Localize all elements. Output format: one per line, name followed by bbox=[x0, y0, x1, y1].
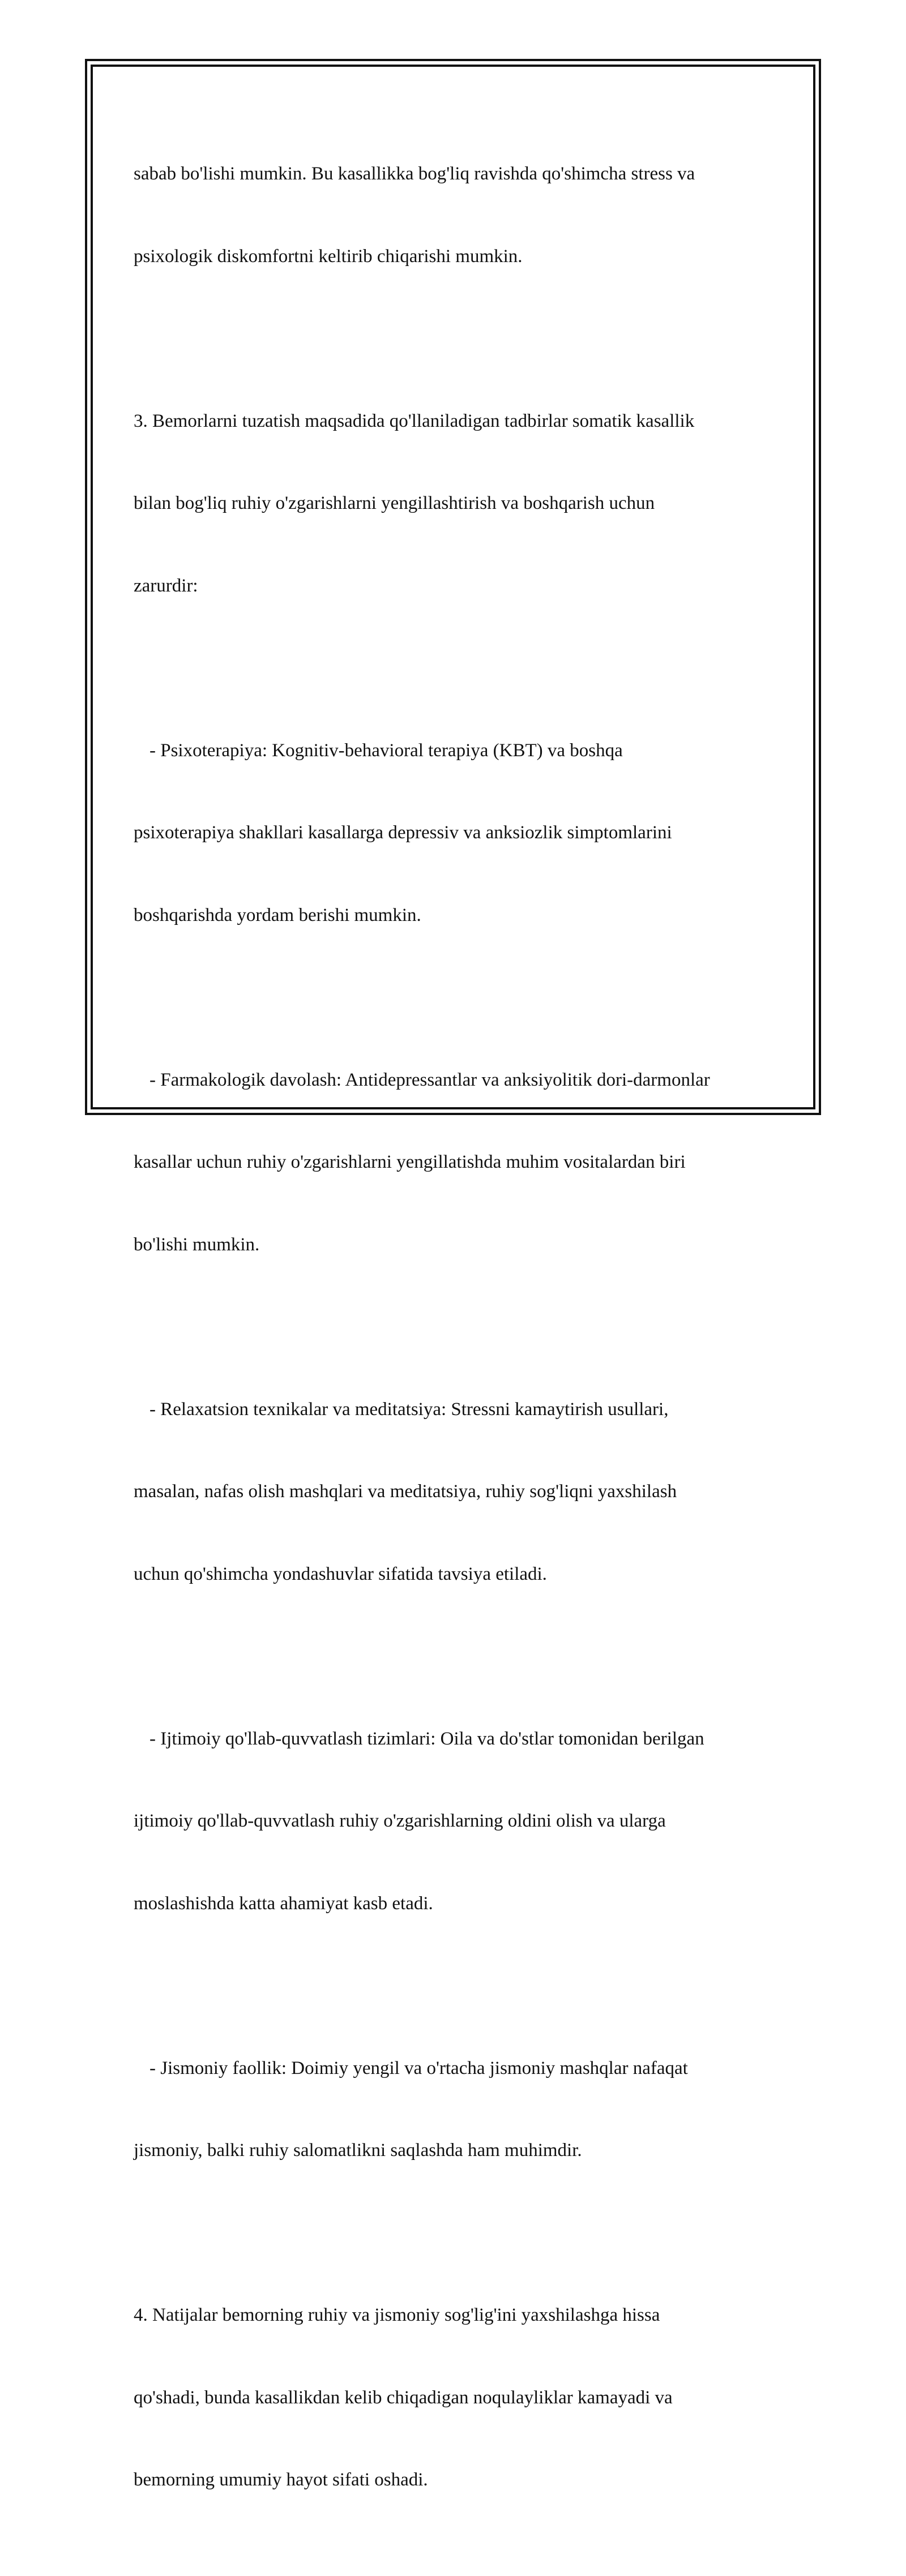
document-body bbox=[134, 105, 779, 2576]
text-line: jismoniy, balki ruhiy salomatlikni saqlashda ham muhimdir. bbox=[134, 2140, 582, 2161]
text-line: 4. Natijalar bemorning ruhiy va jismoniy sog'lig'ini yaxshilashga hissa bbox=[134, 2305, 660, 2325]
paragraph-point-3 bbox=[134, 353, 779, 655]
text-line: psixologik diskomfortni keltirib chiqarishi mumkin. bbox=[134, 246, 523, 267]
text-line: - Farmakologik davolash: Antidepressantlar va anksiyolitik dori-darmonlar bbox=[149, 1069, 710, 1090]
paragraph-intro-continuation bbox=[134, 105, 779, 325]
paragraph-point-4 bbox=[134, 2247, 779, 2549]
text-line: bemorning umumiy hayot sifati oshadi. bbox=[134, 2470, 428, 2490]
text-line: moslashishda katta ahamiyat kasb etadi. bbox=[134, 1893, 433, 1914]
text-line: bo'lishi mumkin. bbox=[134, 1234, 260, 1255]
text-line: kasallar uchun ruhiy o'zgarishlarni yengillatishda muhim vositalardan biri bbox=[134, 1152, 686, 1172]
text-line: - Ijtimoiy qo'llab-quvvatlash tizimlari: Oila va do'stlar tomonidan berilgan bbox=[149, 1728, 704, 1749]
text-line: bilan bog'liq ruhiy o'zgarishlarni yengillashtirish va boshqarish uchun bbox=[134, 493, 655, 513]
paragraph-psixoterapiya bbox=[134, 682, 779, 984]
text-line: zarurdir: bbox=[134, 575, 198, 596]
text-line: qo'shadi, bunda kasallikdan kelib chiqadigan noqulayliklar kamayadi va bbox=[134, 2387, 673, 2408]
text-line: ijtimoiy qo'llab-quvvatlash ruhiy o'zgarishlarning oldini olish va ularga bbox=[134, 1811, 666, 1831]
text-line: sabab bo'lishi mumkin. Bu kasallikka bog'liq ravishda qo'shimcha stress va bbox=[134, 164, 695, 184]
paragraph-farmakologik bbox=[134, 1011, 779, 1314]
text-line: - Psixoterapiya: Kognitiv-behavioral terapiya (KBT) va boshqa bbox=[149, 740, 623, 761]
text-line: 3. Bemorlarni tuzatish maqsadida qo'llaniladigan tadbirlar somatik kasallik bbox=[134, 410, 695, 431]
text-line: masalan, nafas olish mashqlari va meditatsiya, ruhiy sog'liqni yaxshilash bbox=[134, 1481, 677, 1502]
text-line: psixoterapiya shakllari kasallarga depressiv va anksiozlik simptomlarini bbox=[134, 822, 672, 843]
paragraph-relaxatsion bbox=[134, 1341, 779, 1643]
text-line: - Relaxatsion texnikalar va meditatsiya: Stressni kamaytirish usullari, bbox=[149, 1399, 669, 1420]
text-line: boshqarishda yordam berishi mumkin. bbox=[134, 905, 421, 925]
paragraph-jismoniy bbox=[134, 2000, 779, 2219]
text-line: - Jismoniy faollik: Doimiy yengil va o'rtacha jismoniy mashqlar nafaqat bbox=[149, 2058, 688, 2078]
paragraph-ijtimoiy bbox=[134, 1670, 779, 1973]
text-line: uchun qo'shimcha yondashuvlar sifatida tavsiya etiladi. bbox=[134, 1563, 547, 1584]
